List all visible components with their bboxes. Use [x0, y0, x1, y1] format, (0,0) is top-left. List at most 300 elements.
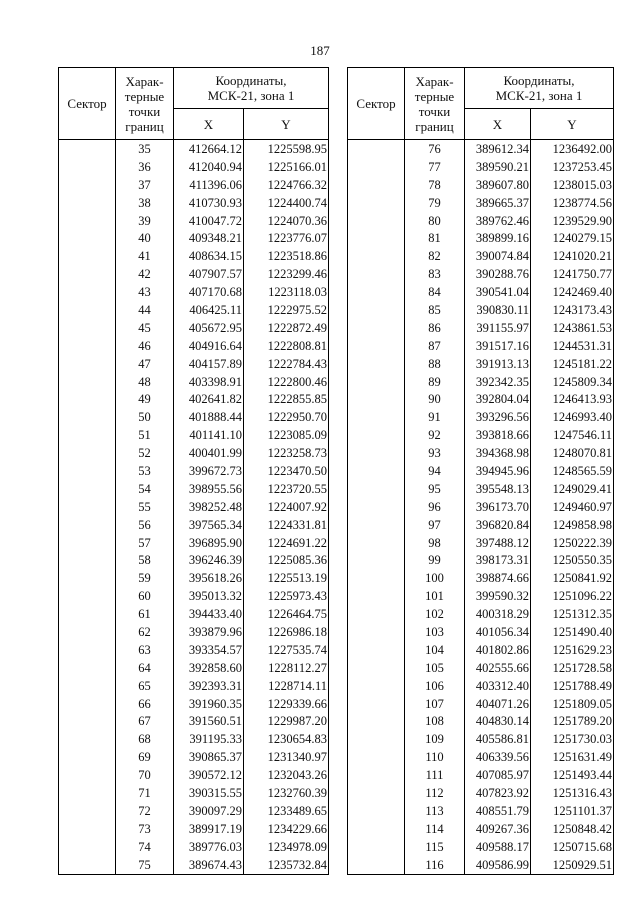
coordinate-x: 395548.13 — [465, 480, 531, 498]
header-y: Y — [244, 109, 329, 140]
sector-cell — [59, 373, 116, 391]
sector-cell — [348, 480, 405, 498]
header-point-line4: границ — [125, 118, 164, 134]
sector-cell — [348, 659, 405, 677]
sector-cell — [59, 408, 116, 426]
point-number: 80 — [405, 212, 465, 230]
sector-cell — [348, 516, 405, 534]
point-number: 36 — [116, 158, 174, 176]
coordinates-table-right — [347, 67, 614, 875]
sector-cell — [59, 229, 116, 247]
point-number: 52 — [116, 444, 174, 462]
coordinate-y: 1245809.34 — [531, 373, 614, 391]
coordinate-y: 1230654.83 — [244, 730, 329, 748]
point-number: 88 — [405, 355, 465, 373]
coordinate-y: 1225166.01 — [244, 158, 329, 176]
table-row — [59, 677, 329, 695]
coordinate-y: 1222784.43 — [244, 355, 329, 373]
page-number: 187 — [310, 43, 330, 58]
table-row — [348, 623, 614, 641]
table-row — [59, 408, 329, 426]
coordinate-y: 1243173.43 — [531, 301, 614, 319]
coordinate-x: 391560.51 — [174, 713, 244, 731]
point-number: 107 — [405, 695, 465, 713]
sector-cell — [348, 534, 405, 552]
table-row — [59, 784, 329, 802]
coordinate-x: 394433.40 — [174, 605, 244, 623]
table-row — [59, 319, 329, 337]
coordinate-x: 396173.70 — [465, 498, 531, 516]
point-number: 54 — [116, 480, 174, 498]
table-row — [348, 444, 614, 462]
table-row — [348, 766, 614, 784]
sector-cell — [348, 319, 405, 337]
table-row — [348, 587, 614, 605]
coordinate-y: 1251809.05 — [531, 695, 614, 713]
coordinate-x: 405586.81 — [465, 730, 531, 748]
table-row — [348, 730, 614, 748]
coordinate-x: 407823.92 — [465, 784, 531, 802]
coordinate-y: 1228714.11 — [244, 677, 329, 695]
sector-cell — [59, 516, 116, 534]
coordinate-x: 401888.44 — [174, 408, 244, 426]
sector-cell — [59, 784, 116, 802]
point-number: 62 — [116, 623, 174, 641]
coordinate-x: 397565.34 — [174, 516, 244, 534]
coordinate-y: 1251789.20 — [531, 713, 614, 731]
point-number: 69 — [116, 748, 174, 766]
coordinate-x: 402555.66 — [465, 659, 531, 677]
coordinate-x: 391960.35 — [174, 695, 244, 713]
table-row — [59, 713, 329, 731]
sector-cell — [348, 176, 405, 194]
table-row — [348, 319, 614, 337]
table-row — [59, 229, 329, 247]
sector-cell — [348, 390, 405, 408]
coordinate-y: 1234229.66 — [244, 820, 329, 838]
table-row — [348, 820, 614, 838]
coordinate-x: 399672.73 — [174, 462, 244, 480]
point-number: 83 — [405, 265, 465, 283]
sector-cell — [59, 623, 116, 641]
coordinate-x: 398955.56 — [174, 480, 244, 498]
coordinate-x: 389607.80 — [465, 176, 531, 194]
table-row — [59, 856, 329, 874]
point-number: 101 — [405, 587, 465, 605]
coordinate-y: 1248565.59 — [531, 462, 614, 480]
point-number: 51 — [116, 426, 174, 444]
coordinate-x: 404830.14 — [465, 713, 531, 731]
coordinate-y: 1248070.81 — [531, 444, 614, 462]
header-coordinates-line1: Координаты, — [503, 73, 575, 88]
sector-cell — [348, 408, 405, 426]
point-number: 89 — [405, 373, 465, 391]
point-number: 97 — [405, 516, 465, 534]
table-row — [348, 516, 614, 534]
sector-cell — [59, 265, 116, 283]
coordinate-y: 1246413.93 — [531, 390, 614, 408]
coordinate-y: 1244531.31 — [531, 337, 614, 355]
table-row — [59, 802, 329, 820]
table-row — [59, 659, 329, 677]
coordinate-y: 1224070.36 — [244, 212, 329, 230]
table-row — [59, 212, 329, 230]
coordinate-y: 1232760.39 — [244, 784, 329, 802]
point-number: 108 — [405, 713, 465, 731]
coordinate-x: 410730.93 — [174, 194, 244, 212]
header-point — [405, 68, 465, 140]
coordinate-x: 403398.91 — [174, 373, 244, 391]
coordinate-x: 404071.26 — [465, 695, 531, 713]
sector-cell — [59, 605, 116, 623]
point-number: 60 — [116, 587, 174, 605]
point-number: 103 — [405, 623, 465, 641]
coordinates-table-left — [58, 67, 329, 875]
coordinate-x: 408551.79 — [465, 802, 531, 820]
sector-cell — [348, 301, 405, 319]
coordinate-y: 1222800.46 — [244, 373, 329, 391]
coordinate-y: 1225513.19 — [244, 569, 329, 587]
coordinate-y: 1238774.56 — [531, 194, 614, 212]
point-number: 104 — [405, 641, 465, 659]
sector-cell — [59, 569, 116, 587]
coordinate-y: 1251101.37 — [531, 802, 614, 820]
coordinate-y: 1236492.00 — [531, 140, 614, 158]
coordinate-x: 390315.55 — [174, 784, 244, 802]
table-row — [59, 641, 329, 659]
header-point — [116, 68, 174, 140]
point-number: 47 — [116, 355, 174, 373]
sector-cell — [59, 802, 116, 820]
table-row — [59, 337, 329, 355]
coordinate-y: 1251631.49 — [531, 748, 614, 766]
sector-cell — [348, 856, 405, 874]
header-x: X — [174, 109, 244, 140]
point-number: 70 — [116, 766, 174, 784]
table-row — [348, 229, 614, 247]
coordinate-x: 389776.03 — [174, 838, 244, 856]
coordinate-x: 406339.56 — [465, 748, 531, 766]
point-number: 35 — [116, 140, 174, 158]
coordinate-x: 412664.12 — [174, 140, 244, 158]
coordinate-x: 401802.86 — [465, 641, 531, 659]
table-row — [59, 462, 329, 480]
header-coordinates — [174, 68, 329, 109]
coordinate-y: 1238015.03 — [531, 176, 614, 194]
table-row — [348, 641, 614, 659]
coordinate-y: 1251096.22 — [531, 587, 614, 605]
point-number: 64 — [116, 659, 174, 677]
coordinate-x: 391517.16 — [465, 337, 531, 355]
sector-cell — [348, 498, 405, 516]
sector-cell — [59, 766, 116, 784]
coordinate-y: 1226986.18 — [244, 623, 329, 641]
coordinate-y: 1231340.97 — [244, 748, 329, 766]
table-row — [59, 534, 329, 552]
coordinate-y: 1223720.55 — [244, 480, 329, 498]
point-number: 49 — [116, 390, 174, 408]
table-row — [348, 355, 614, 373]
coordinate-x: 390074.84 — [465, 247, 531, 265]
point-number: 58 — [116, 551, 174, 569]
header-y: Y — [531, 109, 614, 140]
coordinate-x: 406425.11 — [174, 301, 244, 319]
point-number: 68 — [116, 730, 174, 748]
table-row — [59, 283, 329, 301]
sector-cell — [348, 641, 405, 659]
point-number: 110 — [405, 748, 465, 766]
point-number: 53 — [116, 462, 174, 480]
point-number: 61 — [116, 605, 174, 623]
coordinate-y: 1227535.74 — [244, 641, 329, 659]
point-number: 43 — [116, 283, 174, 301]
coordinate-y: 1251730.03 — [531, 730, 614, 748]
header-coordinates-line1: Координаты, — [215, 73, 287, 88]
point-number: 92 — [405, 426, 465, 444]
coordinate-y: 1251490.40 — [531, 623, 614, 641]
point-number: 81 — [405, 229, 465, 247]
coordinate-y: 1226464.75 — [244, 605, 329, 623]
table-row — [348, 337, 614, 355]
coordinate-x: 410047.72 — [174, 212, 244, 230]
point-number: 84 — [405, 283, 465, 301]
table-row — [59, 498, 329, 516]
point-number: 76 — [405, 140, 465, 158]
sector-cell — [59, 444, 116, 462]
coordinate-y: 1225085.36 — [244, 551, 329, 569]
table-row — [348, 158, 614, 176]
table-row — [348, 176, 614, 194]
coordinate-x: 399590.32 — [465, 587, 531, 605]
sector-cell — [59, 247, 116, 265]
sector-cell — [59, 641, 116, 659]
table-row — [59, 695, 329, 713]
header-point-line1: Харак- — [415, 73, 454, 89]
point-number: 79 — [405, 194, 465, 212]
coordinate-x: 396820.84 — [465, 516, 531, 534]
coordinate-x: 409588.17 — [465, 838, 531, 856]
coordinate-y: 1251788.49 — [531, 677, 614, 695]
point-number: 59 — [116, 569, 174, 587]
sector-cell — [59, 587, 116, 605]
table-row — [59, 551, 329, 569]
point-number: 73 — [116, 820, 174, 838]
coordinate-y: 1224691.22 — [244, 534, 329, 552]
header-point-line3: точки — [418, 103, 451, 119]
table-row — [59, 730, 329, 748]
coordinate-x: 390572.12 — [174, 766, 244, 784]
header-coordinates — [465, 68, 614, 109]
sector-cell — [59, 301, 116, 319]
point-number: 38 — [116, 194, 174, 212]
sector-cell — [59, 283, 116, 301]
coordinate-x: 393879.96 — [174, 623, 244, 641]
point-number: 75 — [116, 856, 174, 874]
coordinate-x: 412040.94 — [174, 158, 244, 176]
point-number: 77 — [405, 158, 465, 176]
coordinate-y: 1249029.41 — [531, 480, 614, 498]
coordinate-x: 396895.90 — [174, 534, 244, 552]
table-row — [59, 426, 329, 444]
sector-cell — [348, 551, 405, 569]
table-row — [348, 247, 614, 265]
sector-cell — [348, 355, 405, 373]
point-number: 99 — [405, 551, 465, 569]
sector-cell — [59, 480, 116, 498]
point-number: 102 — [405, 605, 465, 623]
coordinate-x: 392804.04 — [465, 390, 531, 408]
point-number: 111 — [405, 766, 465, 784]
table-row — [59, 766, 329, 784]
coordinate-y: 1223299.46 — [244, 265, 329, 283]
coordinate-x: 392858.60 — [174, 659, 244, 677]
table-row — [59, 838, 329, 856]
coordinate-x: 409267.36 — [465, 820, 531, 838]
coordinate-x: 393296.56 — [465, 408, 531, 426]
table-row — [348, 784, 614, 802]
coordinate-x: 400401.99 — [174, 444, 244, 462]
coordinate-y: 1223085.09 — [244, 426, 329, 444]
coordinate-x: 390830.11 — [465, 301, 531, 319]
table-row — [348, 677, 614, 695]
sector-cell — [59, 534, 116, 552]
point-number: 86 — [405, 319, 465, 337]
coordinate-y: 1224766.32 — [244, 176, 329, 194]
sector-cell — [59, 462, 116, 480]
sector-cell — [348, 677, 405, 695]
coordinate-y: 1251316.43 — [531, 784, 614, 802]
point-number: 74 — [116, 838, 174, 856]
coordinate-x: 398173.31 — [465, 551, 531, 569]
coordinate-y: 1247546.11 — [531, 426, 614, 444]
coordinate-y: 1224331.81 — [244, 516, 329, 534]
point-number: 66 — [116, 695, 174, 713]
sector-cell — [348, 229, 405, 247]
sector-cell — [348, 283, 405, 301]
table-body-right — [348, 140, 614, 875]
coordinate-x: 391195.33 — [174, 730, 244, 748]
coordinate-y: 1242469.40 — [531, 283, 614, 301]
coordinate-y: 1251493.44 — [531, 766, 614, 784]
coordinate-y: 1241750.77 — [531, 265, 614, 283]
table-row — [59, 247, 329, 265]
sector-cell — [59, 194, 116, 212]
table-row — [59, 820, 329, 838]
sector-cell — [59, 426, 116, 444]
table-row — [348, 283, 614, 301]
point-number: 57 — [116, 534, 174, 552]
coordinate-y: 1239529.90 — [531, 212, 614, 230]
table-row — [59, 355, 329, 373]
sector-cell — [59, 730, 116, 748]
point-number: 63 — [116, 641, 174, 659]
point-number: 106 — [405, 677, 465, 695]
coordinate-x: 398874.66 — [465, 569, 531, 587]
coordinate-x: 403312.40 — [465, 677, 531, 695]
coordinate-x: 405672.95 — [174, 319, 244, 337]
point-number: 95 — [405, 480, 465, 498]
coordinate-y: 1225598.95 — [244, 140, 329, 158]
point-number: 115 — [405, 838, 465, 856]
coordinate-y: 1222808.81 — [244, 337, 329, 355]
table-row — [348, 480, 614, 498]
sector-cell — [348, 748, 405, 766]
point-number: 71 — [116, 784, 174, 802]
coordinate-x: 407085.97 — [465, 766, 531, 784]
coordinate-x: 390288.76 — [465, 265, 531, 283]
point-number: 50 — [116, 408, 174, 426]
point-number: 48 — [116, 373, 174, 391]
coordinate-y: 1250222.39 — [531, 534, 614, 552]
point-number: 113 — [405, 802, 465, 820]
coordinate-y: 1251629.23 — [531, 641, 614, 659]
table-row — [348, 856, 614, 874]
sector-cell — [59, 838, 116, 856]
table-row — [59, 480, 329, 498]
coordinate-x: 393354.57 — [174, 641, 244, 659]
sector-cell — [59, 820, 116, 838]
coordinate-x: 389917.19 — [174, 820, 244, 838]
sector-cell — [348, 212, 405, 230]
point-number: 116 — [405, 856, 465, 874]
table-row — [348, 265, 614, 283]
sector-cell — [348, 623, 405, 641]
sector-cell — [348, 265, 405, 283]
table-row — [348, 498, 614, 516]
coordinate-y: 1223776.07 — [244, 229, 329, 247]
sector-cell — [348, 820, 405, 838]
point-number: 91 — [405, 408, 465, 426]
sector-cell — [59, 713, 116, 731]
coordinate-y: 1249460.97 — [531, 498, 614, 516]
coordinate-x: 389590.21 — [465, 158, 531, 176]
sector-cell — [59, 856, 116, 874]
point-number: 46 — [116, 337, 174, 355]
coordinate-x: 401141.10 — [174, 426, 244, 444]
point-number: 109 — [405, 730, 465, 748]
header-point-line3: точки — [128, 103, 161, 119]
header-sector: Сектор — [348, 68, 405, 140]
table-row — [348, 373, 614, 391]
coordinate-x: 404916.64 — [174, 337, 244, 355]
sector-cell — [59, 551, 116, 569]
table-row — [348, 140, 614, 158]
sector-cell — [59, 140, 116, 158]
coordinate-y: 1246993.40 — [531, 408, 614, 426]
table-row — [348, 695, 614, 713]
coordinate-y: 1241020.21 — [531, 247, 614, 265]
sector-cell — [348, 462, 405, 480]
coordinate-x: 394945.96 — [465, 462, 531, 480]
point-number: 78 — [405, 176, 465, 194]
point-number: 44 — [116, 301, 174, 319]
coordinate-x: 411396.06 — [174, 176, 244, 194]
point-number: 82 — [405, 247, 465, 265]
point-number: 94 — [405, 462, 465, 480]
sector-cell — [348, 194, 405, 212]
table-row — [348, 462, 614, 480]
sector-cell — [59, 158, 116, 176]
table-row — [348, 802, 614, 820]
coordinate-y: 1234978.09 — [244, 838, 329, 856]
coordinate-x: 389762.46 — [465, 212, 531, 230]
table-row — [348, 605, 614, 623]
coordinate-x: 392342.35 — [465, 373, 531, 391]
sector-cell — [348, 838, 405, 856]
coordinate-y: 1232043.26 — [244, 766, 329, 784]
sector-cell — [348, 587, 405, 605]
coordinate-y: 1250550.35 — [531, 551, 614, 569]
